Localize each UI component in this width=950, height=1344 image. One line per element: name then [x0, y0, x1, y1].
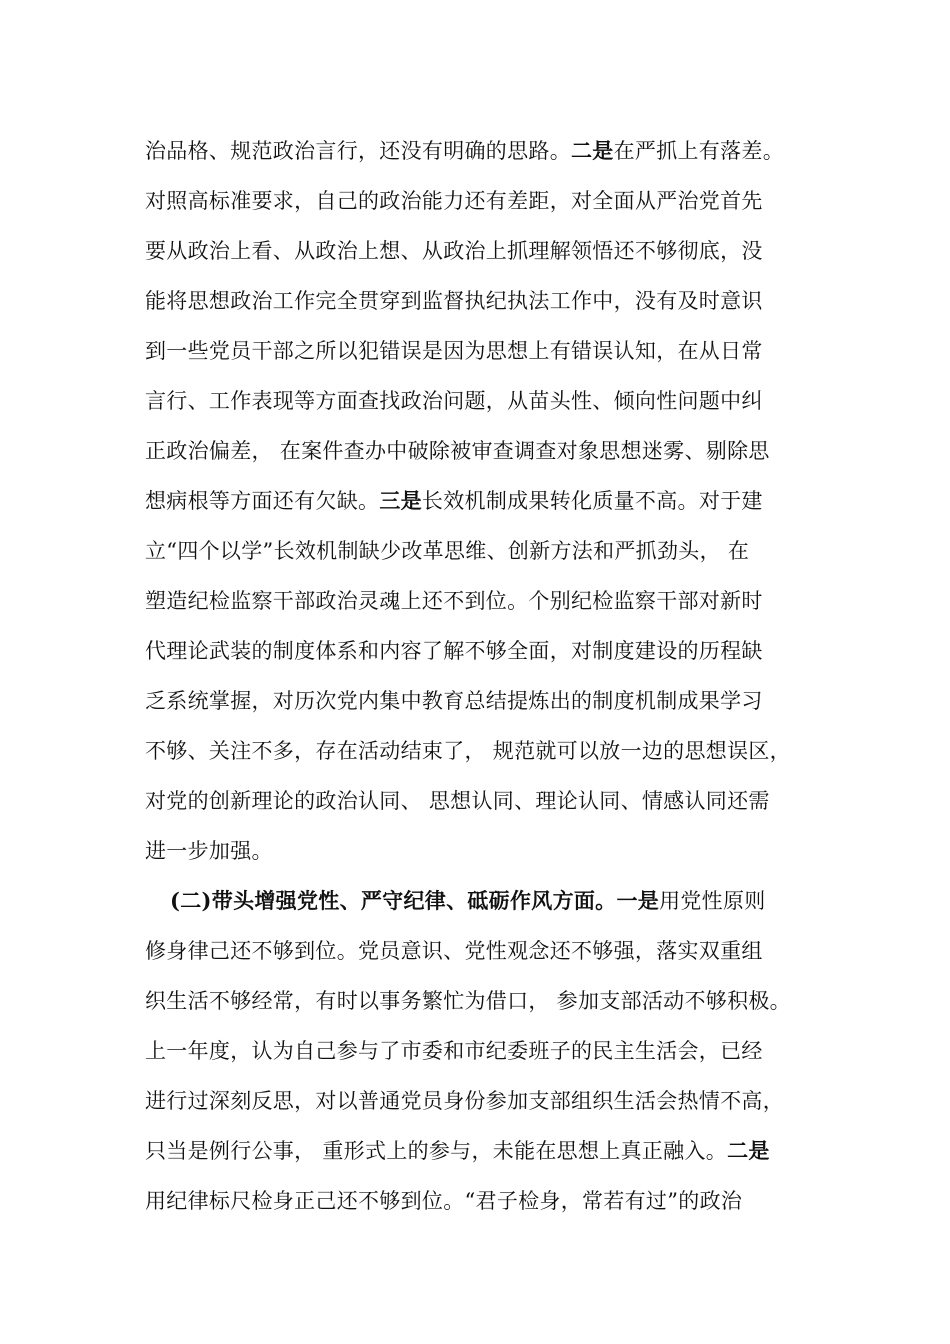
text-run: 长效机制成果转化质量不高。对于建 [421, 489, 763, 513]
text-run: 立“四个以学”长效机制缺少改革思维、创新方法和严抓劲头， 在 [145, 539, 750, 563]
text-line [145, 1131, 845, 1171]
text-run: 正政治偏差， 在案件查办中破除被审查调查对象思想迷雾、剔除思 [145, 439, 770, 463]
text-line [145, 581, 845, 621]
text-run: 织生活不够经常，有时以事务繁忙为借口， 参加支部活动不够积极。 [145, 989, 791, 1013]
text-line [145, 781, 845, 821]
text-line [145, 381, 845, 421]
section-heading-line [170, 881, 870, 921]
section-heading: (二)带头增强党性、严守纪律、砥砺作风方面。一是 [170, 888, 660, 913]
text-run: 乏系统掌握，对历次党内集中教育总结提炼出的制度机制成果学习 [145, 689, 763, 713]
bold-text-run: 三是 [379, 488, 422, 513]
text-line [145, 281, 845, 321]
text-run: 想病根等方面还有欠缺。 [145, 489, 380, 513]
text-line [145, 831, 845, 871]
text-run: 对照高标准要求，自己的政治能力还有差距，对全面从严治党首先 [145, 189, 763, 213]
text-run: 言行、工作表现等方面查找政治问题，从苗头性、倾向性问题中纠 [145, 389, 763, 413]
text-line [145, 981, 845, 1021]
text-run: 只当是例行公事， 重形式上的参与，未能在思想上真正融入。 [145, 1139, 728, 1163]
text-run: 对党的创新理论的政治认同、 思想认同、理论认同、情感认同还需 [145, 789, 770, 813]
text-run: 塑造纪检监察干部政治灵魂上还不到位。个别纪检监察干部对新时 [145, 589, 763, 613]
text-line [145, 1031, 845, 1071]
text-line [145, 531, 845, 571]
text-line [145, 231, 845, 271]
text-run: 进行过深刻反思，对以普通党员身份参加支部组织生活会热情不高， [145, 1089, 784, 1113]
text-run: 不够、关注不多，存在活动结束了， 规范就可以放一边的思想误区， [145, 739, 791, 763]
text-line [145, 181, 845, 221]
text-line [145, 681, 845, 721]
text-line [145, 131, 845, 171]
bold-text-run: 二是 [727, 1138, 770, 1163]
text-run: 到一些党员干部之所以犯错误是因为思想上有错误认知，在从日常 [145, 339, 763, 363]
text-line [145, 1181, 845, 1221]
text-run: 进一步加强。 [145, 839, 273, 863]
text-line [145, 1081, 845, 1121]
text-line [145, 481, 845, 521]
text-run: 要从政治上看、从政治上想、从政治上抓理解领悟还不够彻底，没 [145, 239, 763, 263]
text-run: 修身律己还不够到位。党员意识、党性观念还不够强，落实双重组 [145, 939, 763, 963]
text-line [145, 731, 845, 771]
text-run: 上一年度，认为自己参与了市委和市纪委班子的民主生活会，已经 [145, 1039, 763, 1063]
text-line [145, 431, 845, 471]
text-line [145, 931, 845, 971]
bold-text-run: 二是 [571, 138, 614, 163]
text-line [145, 331, 845, 371]
text-run: 在严抓上有落差。 [613, 139, 785, 163]
text-run: 能将思想政治工作完全贯穿到监督执纪执法工作中，没有及时意识 [145, 289, 763, 313]
text-run: 用纪律标尺检身正己还不够到位。“君子检身，常若有过”的政治 [145, 1189, 743, 1213]
text-run: 用党性原则 [659, 889, 766, 913]
text-line [145, 631, 845, 671]
text-run: 代理论武装的制度体系和内容了解不够全面，对制度建设的历程缺 [145, 639, 763, 663]
text-run: 治品格、规范政治言行，还没有明确的思路。 [145, 139, 571, 163]
